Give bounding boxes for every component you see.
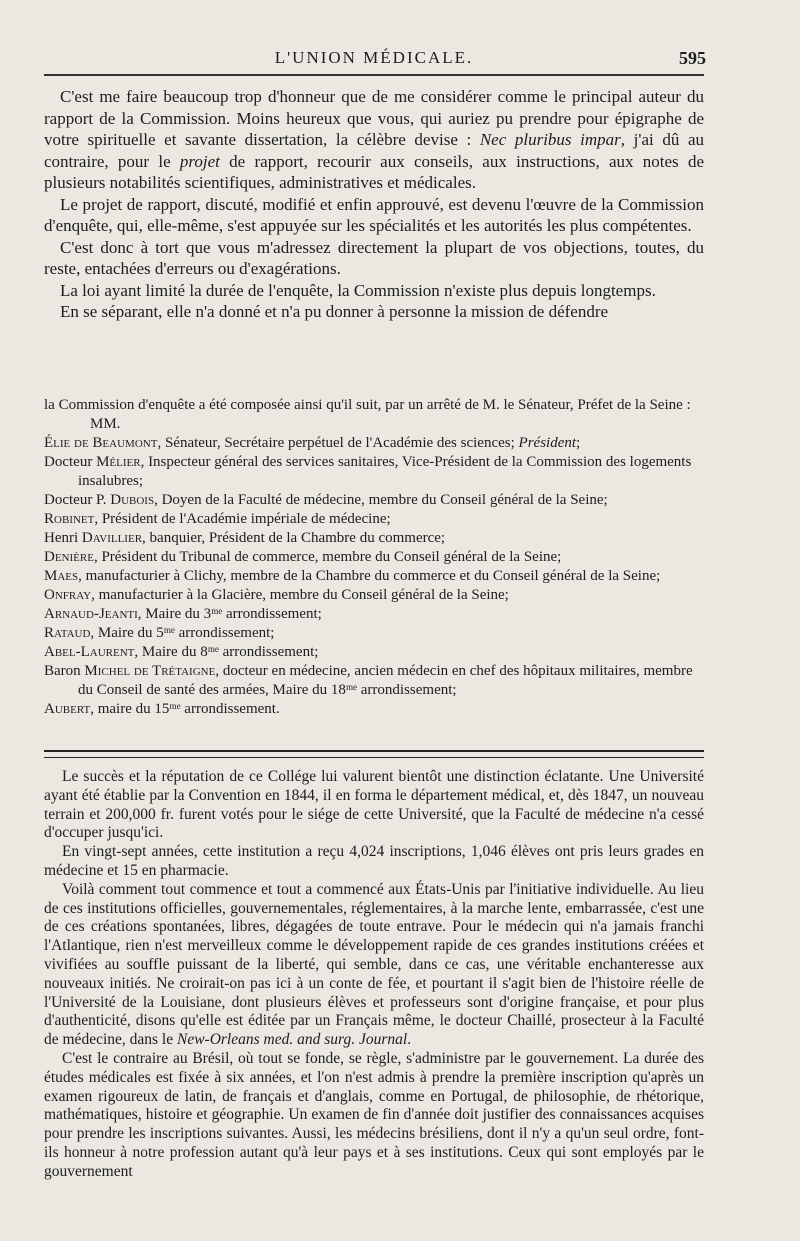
- members-intro: la Commission d'enquête a été composée ainsi qu'il suit, par un arrêté de M. le Sénateur, Préfet de la Seine :: [44, 397, 691, 413]
- paragraph: C'est me faire beaucoup trop d'honneur que de me considérer comme le principal auteur du rapport de la Commission. Moins heureux que vous, qui auriez pu prendre pour épigraphe de votre spirituelle et savante dissertation, la célèbre devise : Nec pluribus impar, j'ai dû au contraire, pour le projet de rapport, recourir aux conseils, aux instructions, aux notes de plusieurs notabilités scientifiques, administratives et médicales.: [44, 87, 704, 192]
- commission-members: [44, 396, 704, 719]
- member-entry: Arnaud-Jeanti, Maire du 3ᵐᵉ arrondissement;: [44, 606, 322, 622]
- member-name: Aubert: [44, 701, 91, 717]
- member-name: Robinet: [44, 511, 95, 527]
- member-name: Michel de Trétaigne: [84, 663, 216, 679]
- member-name: Maes: [44, 568, 79, 584]
- article-text: [44, 768, 704, 1182]
- motto: Nec pluribus impar: [479, 130, 621, 149]
- member-name: Arnaud-Jeanti: [44, 606, 138, 622]
- journal-title: New-Orleans med. and surg. Journal: [176, 1031, 408, 1049]
- member-name: Dubois: [110, 492, 155, 508]
- letter-text: [44, 86, 704, 323]
- paragraph: Le succès et la réputation de ce Collége lui valurent bientôt une distinction éclatante. Une Université ayant été établie par la Convention en 1844, il en forma le département médical, et, dès 1847, un nouveau terrain et 200,000 fr. furent votés pour le siége de cette Université, que la Faculté de médecine n'a cessé d'occuper jusqu'ici.: [44, 768, 704, 842]
- paragraph: En se séparant, elle n'a donné et n'a pu donner à personne la mission de défendre: [60, 302, 609, 321]
- paragraph: Le projet de rapport, discuté, modifié et enfin approuvé, est devenu l'œuvre de la Commission d'enquête, qui, elle-même, s'est appuyée sur les spécialités et les autorités les plus compétentes.: [44, 194, 704, 235]
- member-name: Onfray: [44, 587, 92, 603]
- member-name: Élie de Beaumont: [44, 435, 158, 451]
- member-entry: Aubert, maire du 15ᵐᵉ arrondissement.: [44, 701, 280, 717]
- member-entry: Élie de Beaumont, Sénateur, Secrétaire perpétuel de l'Académie des sciences; Président;: [44, 435, 581, 451]
- member-list: [44, 434, 704, 719]
- header-rule: [44, 74, 704, 76]
- mm-label: MM.: [90, 416, 121, 432]
- member-name: Davillier: [81, 530, 143, 546]
- member-entry: Henri Davillier, banquier, Président de la Chambre du commerce;: [44, 530, 446, 546]
- paragraph: C'est donc à tort que vous m'adressez directement la plupart de vos objections, toutes, du reste, entachées d'erreurs ou d'exagérations.: [44, 237, 704, 278]
- page-number: 595: [679, 48, 706, 68]
- member-entry: Baron Michel de Trétaigne, docteur en médecine, ancien médecin en chef des hôpitaux militaires, membre du Conseil de santé des armées, Maire du 18ᵐᵉ arrondissement;: [44, 663, 693, 698]
- member-name: Mélier: [96, 454, 141, 470]
- member-entry: Onfray, manufacturier à la Glacière, membre du Conseil général de la Seine;: [44, 587, 509, 603]
- member-entry: Denière, Président du Tribunal de commerce, membre du Conseil général de la Seine;: [44, 549, 562, 565]
- member-name: Denière: [44, 549, 94, 565]
- member-name: Rataud: [44, 625, 91, 641]
- section-divider: [44, 750, 704, 758]
- member-entry: Rataud, Maire du 5ᵐᵉ arrondissement;: [44, 625, 275, 641]
- paragraph: Voilà comment tout commence et tout a commencé aux États-Unis par l'initiative individuelle. Au lieu de ces institutions officielles, gouvernementales, réglementaires, à la marche lente, embarrassée, c'est une de ces créations spontanées, libres, dégagées de toute entrave. Pour le médecin qui n'a jamais franchi l'Atlantique, rien n'est merveilleux comme le développement rapide de ces grandes institutions créées et vivifiées au souffle puissant de la liberté, qui semble, dans ce cas, une véritable enchanteresse aux nouveaux initiés. Ne croirait-on pas ici à un conte de fée, et pourtant il s'agit bien de l'histoire réelle de l'Université de la Louisiane, dont plusieurs élèves et professeurs sont d'origine française, et pour plus d'authenticité, disons qu'elle est éditée par un Français même, le docteur Chaillé, prosecteur à la Faculté de médecine, dans le New-Orleans med. and surg. Journal.: [44, 880, 704, 1049]
- member-entry: Maes, manufacturier à Clichy, membre de la Chambre du commerce et du Conseil général de la Seine;: [44, 568, 661, 584]
- member-entry: Robinet, Président de l'Académie impériale de médecine;: [44, 511, 391, 527]
- page-header: [44, 44, 704, 74]
- member-name: Abel-Laurent: [44, 644, 135, 660]
- running-title: L'UNION MÉDICALE.: [274, 48, 474, 67]
- paragraph: La loi ayant limité la durée de l'enquête, la Commission n'existe plus depuis longtemps.: [60, 280, 656, 300]
- paragraph: C'est le contraire au Brésil, où tout se fonde, se règle, s'administre par le gouvernement. La durée des études médicales est fixée à six années, et l'on n'est admis à prendre la première inscription qu'après un examen rigoureux de latin, de français et d'anglais, comme en Portugal, de philosophie, de rhétorique, mathématiques, histoire et géographie. Un examen de fin d'année doit justifier des connaissances acquises pour prendre les inscriptions suivantes. Aussi, les médecins brésiliens, dont il n'y a qu'un seul ordre, font-ils honneur à notre profession autant qu'à leur pays et à ses institutions. Ceux qui sont employés par le gouvernement: [44, 1049, 704, 1180]
- member-entry: Docteur Mélier, Inspecteur général des services sanitaires, Vice-Président de la Commission des logements insalubres;: [44, 454, 692, 489]
- member-entry: Abel-Laurent, Maire du 8ᵐᵉ arrondissement;: [44, 644, 319, 660]
- paragraph: En vingt-sept années, cette institution a reçu 4,024 inscriptions, 1,046 élèves ont pris leurs grades en médecine et 15 en pharmacie.: [44, 843, 704, 879]
- member-role: Président: [518, 435, 577, 451]
- member-entry: Docteur P. Dubois, Doyen de la Faculté de médecine, membre du Conseil général de la Seine;: [44, 492, 608, 508]
